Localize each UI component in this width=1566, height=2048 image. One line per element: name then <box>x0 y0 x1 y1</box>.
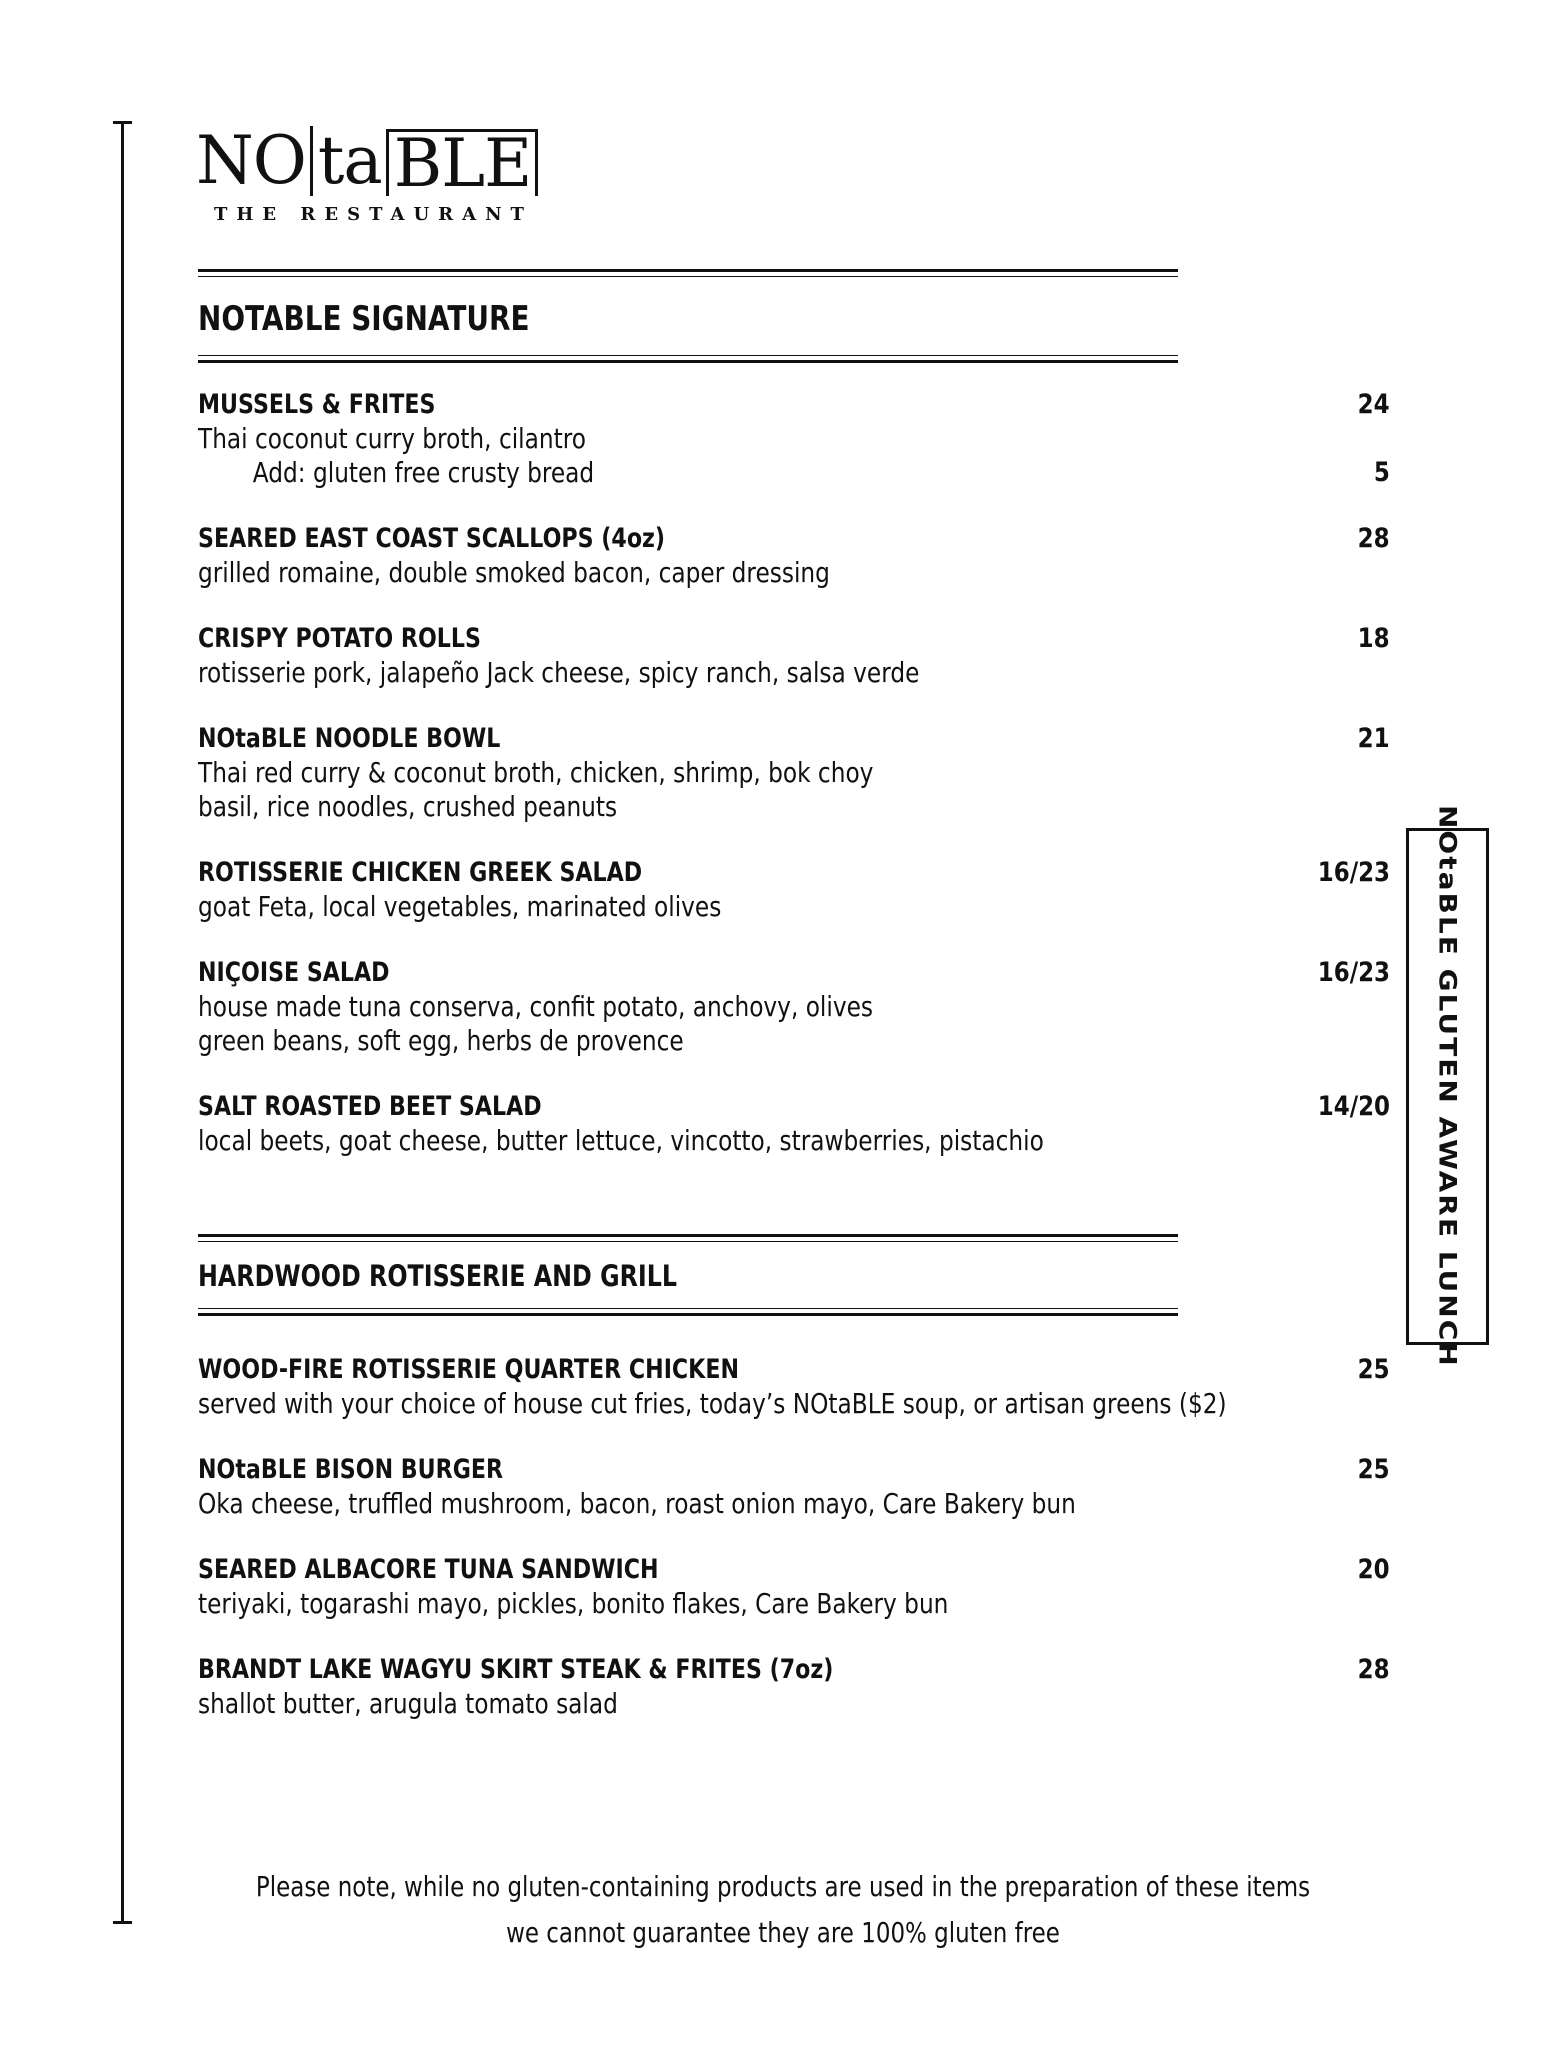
menu-item <box>198 1090 1390 1190</box>
logo-part-2: ta <box>310 126 382 196</box>
item-description: house made tuna conserva, confit potato, anchovy, olives <box>198 990 874 1023</box>
item-description: served with your choice of house cut fries, today’s NOtaBLE soup, or artisan greens ($2) <box>198 1387 1227 1420</box>
item-description: rotisserie pork, jalapeño Jack cheese, spicy ranch, salsa verde <box>198 656 920 689</box>
logo-part-1: NO <box>196 122 306 199</box>
item-price: 16/23 <box>1317 957 1390 988</box>
item-description: teriyaki, togarashi mayo, pickles, bonito flakes, Care Bakery bun <box>198 1587 949 1620</box>
item-price: 14/20 <box>1317 1091 1390 1122</box>
item-name: WOOD-FIRE ROTISSERIE QUARTER CHICKEN <box>198 1354 739 1385</box>
item-description: Thai red curry & coconut broth, chicken, shrimp, bok choy <box>198 756 874 789</box>
item-price: 16/23 <box>1317 857 1390 888</box>
logo-subtitle: THE RESTAURANT <box>214 204 533 225</box>
item-name: NIÇOISE SALAD <box>198 957 390 988</box>
item-description: goat Feta, local vegetables, marinated olives <box>198 890 722 923</box>
item-name: CRISPY POTATO ROLLS <box>198 623 481 654</box>
section-header-rotisserie <box>198 1234 1178 1316</box>
section-title: HARDWOOD ROTISSERIE AND GRILL <box>198 1259 678 1293</box>
disclaimer-line-2: we cannot guarantee they are 100% gluten free <box>506 1916 1060 1949</box>
side-menu-tab <box>1406 805 1489 1368</box>
menu-item <box>198 1353 1390 1453</box>
logo-part-3: BLE <box>386 129 539 196</box>
item-name: MUSSELS & FRITES <box>198 389 436 420</box>
left-vertical-rule <box>121 121 124 1924</box>
item-addon <box>198 456 1390 490</box>
item-description: Thai coconut curry broth, cilantro <box>198 422 586 455</box>
menu-item <box>198 1453 1390 1553</box>
section-bottom-rule <box>198 1308 1178 1316</box>
section-top-rule <box>198 269 1178 277</box>
section-header-signature <box>198 269 1178 363</box>
item-name: BRANDT LAKE WAGYU SKIRT STEAK & FRITES (7oz) <box>198 1654 834 1685</box>
item-name: SALT ROASTED BEET SALAD <box>198 1091 542 1122</box>
item-price: 21 <box>1358 723 1390 754</box>
item-description: basil, rice noodles, crushed peanuts <box>198 790 618 823</box>
menu-list-signature <box>198 388 1390 1190</box>
item-price: 24 <box>1358 389 1390 420</box>
section-bottom-rule <box>198 355 1178 363</box>
item-name: SEARED EAST COAST SCALLOPS (4oz) <box>198 523 666 554</box>
item-description: shallot butter, arugula tomato salad <box>198 1687 618 1720</box>
menu-item <box>198 956 1390 1090</box>
section-top-rule <box>198 1234 1178 1242</box>
item-price: 25 <box>1358 1454 1390 1485</box>
menu-item <box>198 388 1390 522</box>
item-description: local beets, goat cheese, butter lettuce, vincotto, strawberries, pistachio <box>198 1124 1044 1157</box>
menu-list-rotisserie <box>198 1353 1390 1753</box>
addon-text: Add: gluten free crusty bread <box>252 456 595 489</box>
item-name: SEARED ALBACORE TUNA SANDWICH <box>198 1554 659 1585</box>
menu-item <box>198 622 1390 722</box>
item-description: green beans, soft egg, herbs de provence <box>198 1024 684 1057</box>
side-menu-tab-label: NOtaBLE GLUTEN AWARE LUNCH <box>1433 805 1462 1368</box>
left-rule-top-cap <box>113 121 132 124</box>
menu-item <box>198 522 1390 622</box>
item-price: 28 <box>1358 523 1390 554</box>
item-price: 28 <box>1358 1654 1390 1685</box>
item-price: 25 <box>1358 1354 1390 1385</box>
logo-wordmark <box>196 122 538 202</box>
section-title: NOTABLE SIGNATURE <box>198 299 530 339</box>
menu-item <box>198 1653 1390 1753</box>
item-name: NOtaBLE BISON BURGER <box>198 1454 504 1485</box>
item-description: grilled romaine, double smoked bacon, caper dressing <box>198 556 830 589</box>
disclaimer-line-1: Please note, while no gluten-containing products are used in the preparation of these items <box>255 1870 1311 1903</box>
gluten-disclaimer <box>0 1864 1566 1956</box>
item-price: 20 <box>1358 1554 1390 1585</box>
menu-item <box>198 1553 1390 1653</box>
item-description: Oka cheese, truffled mushroom, bacon, roast onion mayo, Care Bakery bun <box>198 1487 1076 1520</box>
item-price: 18 <box>1358 623 1390 654</box>
menu-item <box>198 856 1390 956</box>
menu-item <box>198 722 1390 856</box>
item-name: ROTISSERIE CHICKEN GREEK SALAD <box>198 857 643 888</box>
item-name: NOtaBLE NOODLE BOWL <box>198 723 501 754</box>
restaurant-logo <box>196 122 538 225</box>
addon-price: 5 <box>1374 457 1390 488</box>
